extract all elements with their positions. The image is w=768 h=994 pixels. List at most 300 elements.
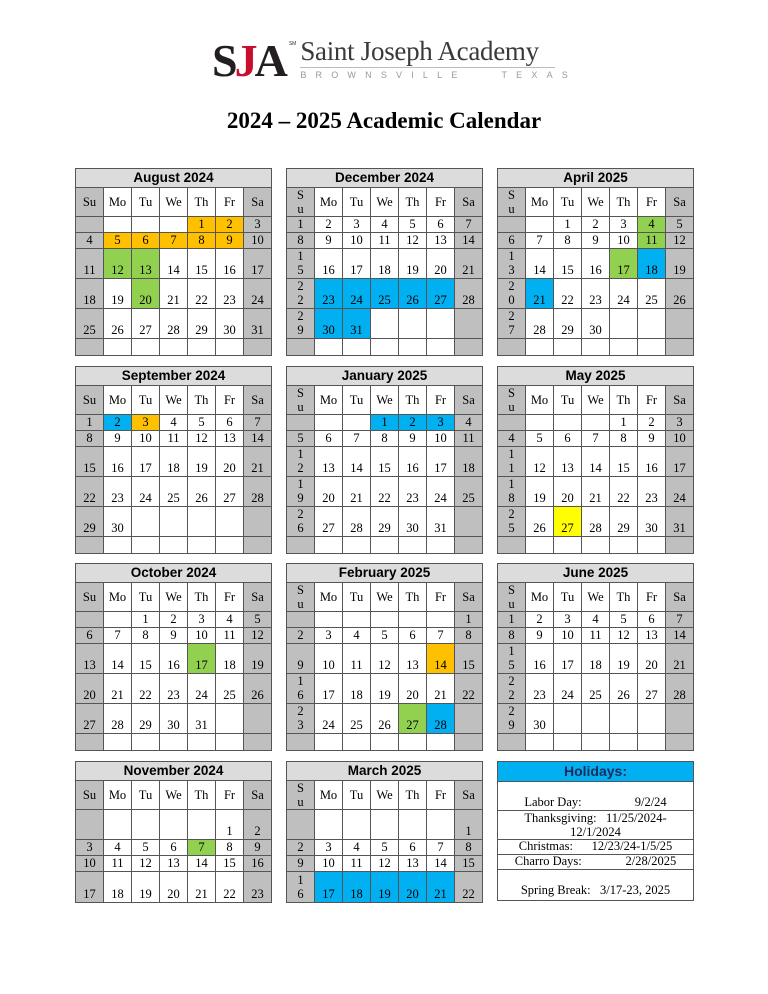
day-cell bbox=[427, 644, 455, 673]
day-cell bbox=[554, 431, 582, 446]
day-cell bbox=[554, 447, 582, 476]
week-row bbox=[287, 872, 482, 902]
empty-day-cell bbox=[427, 612, 455, 627]
day-cell bbox=[188, 477, 216, 506]
day-number: 27 bbox=[83, 718, 96, 732]
day-cell bbox=[455, 810, 482, 839]
day-cell bbox=[188, 856, 216, 871]
day-cell bbox=[427, 217, 455, 232]
day-cell bbox=[498, 279, 526, 308]
day-number: 24 bbox=[350, 293, 363, 307]
day-number: 1 bbox=[620, 415, 627, 429]
logo-wordmark bbox=[300, 38, 577, 81]
day-cell bbox=[287, 840, 315, 855]
weekday-label: Su bbox=[508, 188, 515, 216]
weekday-header bbox=[76, 781, 104, 809]
day-number: 27 bbox=[434, 293, 447, 307]
day-number: 1 bbox=[465, 612, 472, 626]
weekday-header bbox=[371, 583, 399, 611]
day-number: 29 bbox=[617, 521, 630, 535]
day-cell bbox=[582, 249, 610, 278]
day-number: 14 bbox=[589, 461, 602, 475]
week-row bbox=[498, 431, 693, 447]
day-cell bbox=[526, 447, 554, 476]
day-number: 14 bbox=[434, 856, 447, 870]
day-cell bbox=[582, 612, 610, 627]
day-number: 16 bbox=[589, 263, 602, 277]
day-cell bbox=[371, 477, 399, 506]
day-number: 1 bbox=[226, 824, 233, 838]
day-number: 4 bbox=[465, 415, 472, 429]
day-number: 20 bbox=[406, 688, 419, 702]
day-cell bbox=[582, 431, 610, 446]
empty-day-cell bbox=[287, 415, 315, 430]
day-cell bbox=[582, 447, 610, 476]
day-cell bbox=[371, 674, 399, 703]
month-title: May 2025 bbox=[498, 367, 693, 386]
day-number: 11 bbox=[378, 233, 391, 247]
day-number: 4 bbox=[353, 840, 360, 854]
day-cell bbox=[132, 872, 160, 902]
week-row bbox=[76, 415, 271, 431]
holiday-christmas bbox=[498, 840, 693, 855]
weekday-header bbox=[666, 188, 693, 216]
day-number: 4 bbox=[381, 217, 388, 231]
empty-day-cell bbox=[455, 309, 482, 338]
weekday-header bbox=[244, 583, 271, 611]
weekday-header bbox=[287, 781, 315, 809]
day-number: 13 bbox=[322, 461, 335, 475]
day-number: 26 bbox=[251, 688, 264, 702]
day-cell bbox=[244, 477, 271, 506]
day-cell bbox=[104, 856, 132, 871]
weekday-header bbox=[104, 583, 132, 611]
day-cell bbox=[526, 644, 554, 673]
weekday-label: Su bbox=[82, 392, 97, 407]
day-cell bbox=[371, 431, 399, 446]
day-number: 26 bbox=[297, 507, 304, 535]
weekday-label: Tu bbox=[349, 787, 364, 802]
week-row bbox=[76, 734, 271, 750]
day-number: 3 bbox=[620, 217, 627, 231]
day-number: 23 bbox=[322, 293, 335, 307]
month-september-2024 bbox=[75, 366, 272, 554]
weekday-header bbox=[160, 188, 188, 216]
day-cell bbox=[399, 431, 427, 446]
day-cell bbox=[287, 249, 315, 278]
day-number: 27 bbox=[406, 718, 419, 732]
weekday-header bbox=[455, 386, 482, 414]
week-row bbox=[498, 628, 693, 644]
day-number: 5 bbox=[198, 415, 205, 429]
day-number: 18 bbox=[645, 263, 658, 277]
day-cell bbox=[188, 447, 216, 476]
weekday-header bbox=[160, 386, 188, 414]
day-number: 28 bbox=[251, 491, 264, 505]
day-number: 2 bbox=[170, 612, 177, 626]
day-cell bbox=[455, 674, 482, 703]
day-cell bbox=[371, 279, 399, 308]
day-number: 4 bbox=[114, 840, 121, 854]
week-row bbox=[76, 339, 271, 355]
week-row bbox=[76, 217, 271, 233]
empty-day-cell bbox=[638, 339, 666, 355]
day-cell bbox=[610, 628, 638, 643]
day-number: 2 bbox=[536, 612, 543, 626]
empty-day-cell bbox=[315, 537, 343, 553]
weekday-label: Sa bbox=[462, 194, 475, 209]
week-row bbox=[498, 309, 693, 339]
day-cell bbox=[427, 856, 455, 871]
empty-day-cell bbox=[399, 339, 427, 355]
empty-day-cell bbox=[427, 537, 455, 553]
day-cell bbox=[666, 279, 693, 308]
day-number: 4 bbox=[226, 612, 233, 626]
day-number: 19 bbox=[673, 263, 686, 277]
weekday-label: Tu bbox=[138, 589, 153, 604]
day-cell bbox=[582, 279, 610, 308]
empty-day-cell bbox=[638, 537, 666, 553]
day-number: 28 bbox=[533, 323, 546, 337]
weekday-header bbox=[638, 188, 666, 216]
day-number: 19 bbox=[195, 461, 208, 475]
day-cell bbox=[498, 447, 526, 476]
day-number: 12 bbox=[251, 628, 264, 642]
day-number: 17 bbox=[83, 887, 96, 901]
day-number: 26 bbox=[378, 718, 391, 732]
day-number: 3 bbox=[437, 415, 444, 429]
day-number: 12 bbox=[533, 461, 546, 475]
day-cell bbox=[554, 628, 582, 643]
week-row bbox=[76, 507, 271, 537]
day-cell bbox=[638, 415, 666, 430]
day-number: 31 bbox=[195, 718, 208, 732]
day-number: 4 bbox=[86, 233, 93, 247]
day-number: 30 bbox=[589, 323, 602, 337]
day-number: 5 bbox=[381, 628, 388, 642]
day-number: 23 bbox=[297, 704, 304, 732]
week-row bbox=[498, 249, 693, 279]
weekday-label: Mo bbox=[319, 194, 338, 209]
empty-day-cell bbox=[76, 810, 104, 839]
week-row bbox=[287, 431, 482, 447]
day-cell bbox=[188, 217, 216, 232]
day-number: 15 bbox=[508, 644, 515, 672]
day-cell bbox=[526, 249, 554, 278]
week-row bbox=[76, 447, 271, 477]
day-cell bbox=[188, 249, 216, 278]
empty-day-cell bbox=[188, 537, 216, 553]
weekday-label: Tu bbox=[560, 392, 575, 407]
day-number: 18 bbox=[83, 293, 96, 307]
weekday-label: Fr bbox=[434, 589, 447, 604]
day-number: 19 bbox=[533, 491, 546, 505]
empty-day-cell bbox=[287, 339, 315, 355]
empty-day-cell bbox=[216, 704, 244, 733]
day-number: 13 bbox=[83, 658, 96, 672]
weekday-label: Mo bbox=[530, 589, 549, 604]
day-number: 22 bbox=[462, 887, 475, 901]
day-cell bbox=[76, 249, 104, 278]
day-cell bbox=[315, 233, 343, 248]
day-number: 13 bbox=[406, 856, 419, 870]
week-row bbox=[498, 233, 693, 249]
day-cell bbox=[343, 217, 371, 232]
logo-letter-s: S bbox=[212, 35, 235, 86]
day-number: 13 bbox=[406, 658, 419, 672]
week-row bbox=[498, 612, 693, 628]
day-cell bbox=[287, 233, 315, 248]
day-number: 23 bbox=[111, 491, 124, 505]
weekday-label: Su bbox=[508, 386, 515, 414]
day-number: 11 bbox=[350, 658, 363, 672]
empty-day-cell bbox=[526, 339, 554, 355]
day-number: 3 bbox=[353, 217, 360, 231]
week-row bbox=[287, 840, 482, 856]
month-june-2025 bbox=[497, 563, 694, 751]
weekday-label: Su bbox=[508, 583, 515, 611]
weekday-label: Fr bbox=[223, 194, 236, 209]
day-cell bbox=[315, 644, 343, 673]
day-cell bbox=[498, 644, 526, 673]
day-number: 3 bbox=[676, 415, 683, 429]
day-number: 9 bbox=[114, 431, 121, 445]
day-number: 23 bbox=[589, 293, 602, 307]
weekday-header bbox=[582, 583, 610, 611]
weekday-header-row bbox=[287, 188, 482, 217]
empty-day-cell bbox=[315, 810, 343, 839]
day-cell bbox=[455, 477, 482, 506]
day-number: 10 bbox=[251, 233, 264, 247]
empty-day-cell bbox=[371, 309, 399, 338]
day-number: 20 bbox=[406, 887, 419, 901]
month-january-2025 bbox=[286, 366, 483, 554]
day-number: 13 bbox=[508, 249, 515, 277]
empty-day-cell bbox=[132, 537, 160, 553]
weekday-header-row bbox=[287, 583, 482, 612]
day-number: 13 bbox=[139, 263, 152, 277]
day-number: 17 bbox=[322, 688, 335, 702]
week-row bbox=[287, 339, 482, 355]
day-cell bbox=[188, 279, 216, 308]
week-row bbox=[498, 674, 693, 704]
day-number: 30 bbox=[111, 521, 124, 535]
month-may-2025 bbox=[497, 366, 694, 554]
day-cell bbox=[638, 431, 666, 446]
weekday-label: Sa bbox=[462, 787, 475, 802]
day-cell bbox=[427, 431, 455, 446]
weekday-header bbox=[104, 188, 132, 216]
day-cell bbox=[160, 872, 188, 902]
day-number: 16 bbox=[406, 461, 419, 475]
day-number: 11 bbox=[111, 856, 124, 870]
weekday-header bbox=[666, 386, 693, 414]
empty-day-cell bbox=[455, 339, 482, 355]
empty-day-cell bbox=[498, 537, 526, 553]
day-cell bbox=[315, 217, 343, 232]
empty-day-cell bbox=[399, 309, 427, 338]
week-row bbox=[76, 431, 271, 447]
weekday-header bbox=[526, 386, 554, 414]
day-cell bbox=[287, 628, 315, 643]
day-number: 7 bbox=[170, 233, 177, 247]
day-cell bbox=[554, 477, 582, 506]
day-number: 17 bbox=[251, 263, 264, 277]
day-number: 6 bbox=[508, 233, 515, 247]
day-number: 17 bbox=[434, 461, 447, 475]
month-title: February 2025 bbox=[287, 564, 482, 583]
empty-day-cell bbox=[498, 339, 526, 355]
day-number: 24 bbox=[322, 718, 335, 732]
day-cell bbox=[315, 840, 343, 855]
day-number: 21 bbox=[533, 293, 546, 307]
empty-day-cell bbox=[287, 734, 315, 750]
day-number: 16 bbox=[322, 263, 335, 277]
day-number: 17 bbox=[322, 887, 335, 901]
weekday-header bbox=[526, 583, 554, 611]
day-cell bbox=[216, 431, 244, 446]
day-cell bbox=[188, 415, 216, 430]
day-cell bbox=[244, 431, 271, 446]
day-number: 6 bbox=[409, 628, 416, 642]
day-number: 5 bbox=[254, 612, 261, 626]
day-number: 18 bbox=[111, 887, 124, 901]
day-number: 9 bbox=[536, 628, 543, 642]
weekday-label: Fr bbox=[645, 392, 658, 407]
weekday-header bbox=[371, 781, 399, 809]
weekday-header bbox=[104, 781, 132, 809]
day-number: 22 bbox=[195, 293, 208, 307]
week-row bbox=[287, 279, 482, 309]
day-number: 2 bbox=[648, 415, 655, 429]
day-number: 20 bbox=[223, 461, 236, 475]
day-number: 8 bbox=[198, 233, 205, 247]
day-cell bbox=[343, 431, 371, 446]
week-row bbox=[287, 612, 482, 628]
empty-day-cell bbox=[132, 339, 160, 355]
day-cell bbox=[498, 612, 526, 627]
day-number: 18 bbox=[167, 461, 180, 475]
day-number: 14 bbox=[462, 233, 475, 247]
day-cell bbox=[160, 431, 188, 446]
day-number: 6 bbox=[648, 612, 655, 626]
week-row bbox=[76, 233, 271, 249]
empty-day-cell bbox=[216, 734, 244, 750]
weekday-header bbox=[76, 386, 104, 414]
day-number: 21 bbox=[111, 688, 124, 702]
day-number: 22 bbox=[378, 491, 391, 505]
weekday-header bbox=[554, 583, 582, 611]
day-cell bbox=[132, 674, 160, 703]
weekday-label: Th bbox=[405, 589, 420, 604]
day-cell bbox=[216, 447, 244, 476]
empty-day-cell bbox=[188, 734, 216, 750]
week-row bbox=[287, 507, 482, 537]
day-number: 11 bbox=[350, 856, 363, 870]
day-number: 17 bbox=[617, 263, 630, 277]
day-number: 21 bbox=[462, 263, 475, 277]
day-number: 17 bbox=[195, 658, 208, 672]
empty-day-cell bbox=[160, 339, 188, 355]
day-cell bbox=[216, 674, 244, 703]
day-number: 14 bbox=[434, 658, 447, 672]
empty-day-cell bbox=[287, 537, 315, 553]
day-cell bbox=[399, 674, 427, 703]
day-number: 21 bbox=[195, 887, 208, 901]
day-number: 10 bbox=[322, 658, 335, 672]
day-cell bbox=[132, 644, 160, 673]
weekday-header bbox=[427, 583, 455, 611]
day-number: 24 bbox=[617, 293, 630, 307]
day-number: 1 bbox=[564, 217, 571, 231]
day-cell bbox=[526, 233, 554, 248]
day-number: 29 bbox=[561, 323, 574, 337]
day-cell bbox=[287, 477, 315, 506]
day-number: 10 bbox=[561, 628, 574, 642]
day-cell bbox=[76, 279, 104, 308]
weekday-label: Th bbox=[616, 194, 631, 209]
day-cell bbox=[315, 477, 343, 506]
day-number: 22 bbox=[617, 491, 630, 505]
day-cell bbox=[554, 507, 582, 536]
weekday-header bbox=[399, 583, 427, 611]
week-row bbox=[287, 704, 482, 734]
day-number: 4 bbox=[508, 431, 515, 445]
day-number: 2 bbox=[114, 415, 121, 429]
day-cell bbox=[610, 612, 638, 627]
day-cell bbox=[76, 704, 104, 733]
day-cell bbox=[244, 217, 271, 232]
day-number: 14 bbox=[533, 263, 546, 277]
day-number: 12 bbox=[378, 658, 391, 672]
month-title: January 2025 bbox=[287, 367, 482, 386]
day-number: 9 bbox=[409, 431, 416, 445]
empty-day-cell bbox=[582, 704, 610, 733]
day-cell bbox=[104, 674, 132, 703]
day-number: 9 bbox=[254, 840, 261, 854]
day-cell bbox=[132, 856, 160, 871]
empty-day-cell bbox=[216, 537, 244, 553]
weekday-label: Sa bbox=[673, 392, 686, 407]
day-cell bbox=[216, 279, 244, 308]
day-cell bbox=[582, 217, 610, 232]
day-cell bbox=[610, 431, 638, 446]
day-number: 15 bbox=[297, 249, 304, 277]
day-number: 10 bbox=[83, 856, 96, 870]
empty-day-cell bbox=[371, 810, 399, 839]
week-row bbox=[76, 872, 271, 902]
day-cell bbox=[427, 447, 455, 476]
day-cell bbox=[104, 431, 132, 446]
day-number: 18 bbox=[508, 477, 515, 505]
day-cell bbox=[455, 415, 482, 430]
weekday-header bbox=[315, 386, 343, 414]
day-cell bbox=[216, 810, 244, 839]
day-cell bbox=[104, 840, 132, 855]
week-row bbox=[498, 415, 693, 431]
day-number: 1 bbox=[297, 217, 304, 231]
empty-day-cell bbox=[188, 810, 216, 839]
day-cell bbox=[554, 233, 582, 248]
day-cell bbox=[582, 674, 610, 703]
day-number: 15 bbox=[462, 658, 475, 672]
empty-day-cell bbox=[371, 537, 399, 553]
day-number: 15 bbox=[139, 658, 152, 672]
day-cell bbox=[371, 217, 399, 232]
week-row bbox=[76, 810, 271, 840]
empty-day-cell bbox=[315, 612, 343, 627]
weekday-label: Mo bbox=[530, 194, 549, 209]
